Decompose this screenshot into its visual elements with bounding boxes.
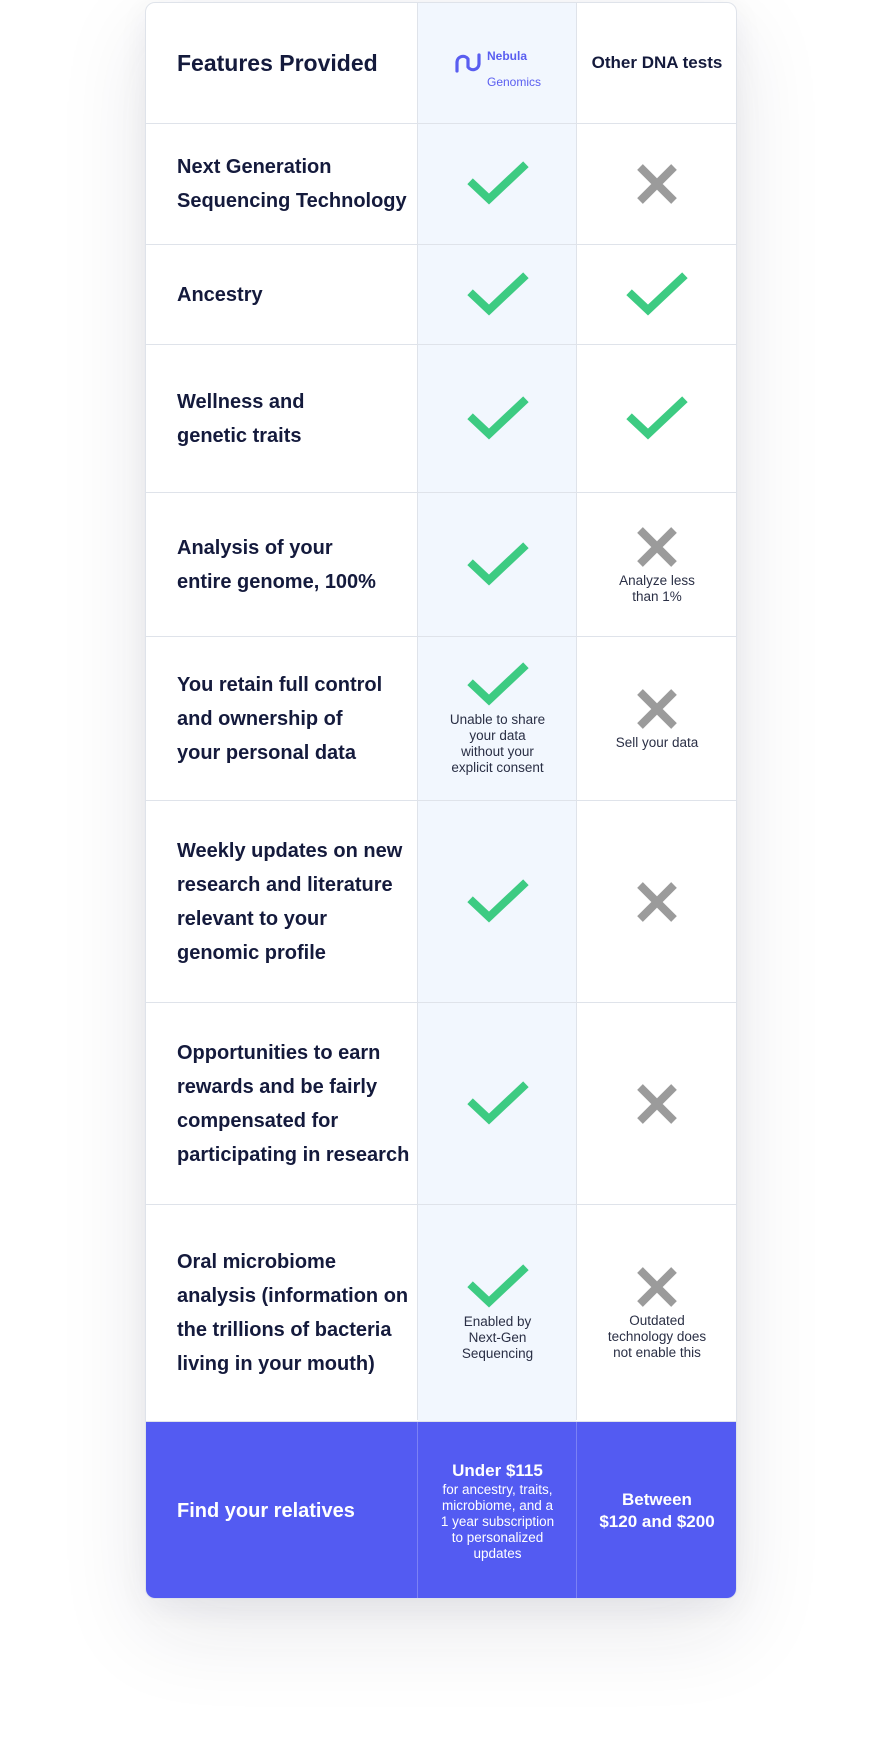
feature-label: Ancestry (177, 283, 263, 306)
feature-label: Analysis of your entire genome, 100% (177, 536, 376, 593)
header-feature-cell (146, 3, 418, 123)
nebula-cell (418, 245, 577, 344)
table-row (146, 345, 736, 493)
checkmark-icon (467, 879, 529, 925)
checkmark-icon (467, 1081, 529, 1127)
other-cell (577, 124, 737, 244)
other-cell (577, 637, 737, 800)
cross-icon (635, 687, 679, 731)
nebula-logo-name: Nebula (486, 49, 527, 63)
other-price: Between $120 and $200 (599, 1490, 715, 1531)
nebula-cell (418, 637, 577, 800)
feature-cell (146, 124, 418, 244)
feature-cell (146, 493, 418, 636)
feature-cell (146, 801, 418, 1002)
other-cell (577, 345, 737, 492)
feature-label: Oral microbiome analysis (information on the trillions of bacteria living in your mouth) (177, 1251, 409, 1375)
cross-icon (635, 880, 679, 924)
nebula-cell (418, 493, 577, 636)
checkmark-icon (467, 161, 529, 207)
nebula-logo (454, 37, 541, 89)
other-note: Analyze less than 1% (619, 572, 695, 604)
other-cell (577, 245, 737, 344)
cross-icon (635, 162, 679, 206)
table-row (146, 493, 736, 637)
footer-feature-cell (146, 1422, 418, 1599)
nebula-logo-icon (454, 52, 482, 74)
nebula-note: Unable to share your data without your explicit consent (449, 711, 546, 775)
feature-cell (146, 245, 418, 344)
comparison-table (145, 2, 737, 1599)
table-row (146, 245, 736, 345)
header-nebula-cell (418, 3, 577, 123)
footer-nebula-cell (418, 1422, 577, 1599)
nebula-price: Under $115 (452, 1461, 543, 1480)
feature-label: Wellness and genetic traits (177, 390, 305, 447)
column-divider (576, 3, 577, 1420)
nebula-cell (418, 345, 577, 492)
table-row (146, 637, 736, 801)
features-title: Features Provided (177, 49, 378, 76)
other-cell (577, 1205, 737, 1421)
feature-cell (146, 637, 418, 800)
table-row (146, 801, 736, 1003)
checkmark-icon (626, 396, 688, 442)
table-row (146, 124, 736, 245)
feature-cell (146, 1003, 418, 1204)
feature-label: Opportunities to earn rewards and be fairly compensated for participating in research (177, 1041, 410, 1166)
footer-row (146, 1422, 736, 1599)
feature-label: You retain full control and ownership of your personal data (177, 673, 383, 764)
nebula-price-note: for ancestry, traits, microbiome, and a 1 year subscription to personalized updates (440, 1482, 555, 1561)
feature-label: Next Generation Sequencing Technology (177, 156, 407, 212)
cross-icon (635, 1082, 679, 1126)
cross-icon (635, 525, 679, 569)
checkmark-icon (467, 272, 529, 318)
nebula-logo-sub: Genomics (486, 75, 542, 89)
table-row (146, 1205, 736, 1422)
footer-other-cell (577, 1422, 737, 1599)
other-cell (577, 493, 737, 636)
header-other-cell (577, 3, 737, 123)
nebula-cell (418, 124, 577, 244)
other-note: Sell your data (615, 734, 699, 750)
checkmark-icon (467, 662, 529, 708)
checkmark-icon (467, 1264, 529, 1310)
table-row (146, 1003, 736, 1205)
cross-icon (635, 1265, 679, 1309)
feature-cell (146, 345, 418, 492)
feature-cell (146, 1205, 418, 1421)
checkmark-icon (467, 542, 529, 588)
checkmark-icon (467, 396, 529, 442)
other-note: Outdated technology does not enable this (607, 1313, 707, 1360)
find-relatives-label: Find your relatives (177, 1499, 355, 1522)
header-row (146, 3, 736, 124)
nebula-cell (418, 801, 577, 1002)
other-tests-title: Other DNA tests (591, 53, 723, 72)
other-cell (577, 801, 737, 1002)
column-divider (417, 3, 418, 1420)
checkmark-icon (626, 272, 688, 318)
nebula-note: Enabled by Next-Gen Sequencing (461, 1314, 534, 1361)
nebula-cell (418, 1205, 577, 1421)
nebula-cell (418, 1003, 577, 1204)
other-cell (577, 1003, 737, 1204)
feature-label: Weekly updates on new research and literature relevant to your genomic profile (177, 839, 403, 964)
